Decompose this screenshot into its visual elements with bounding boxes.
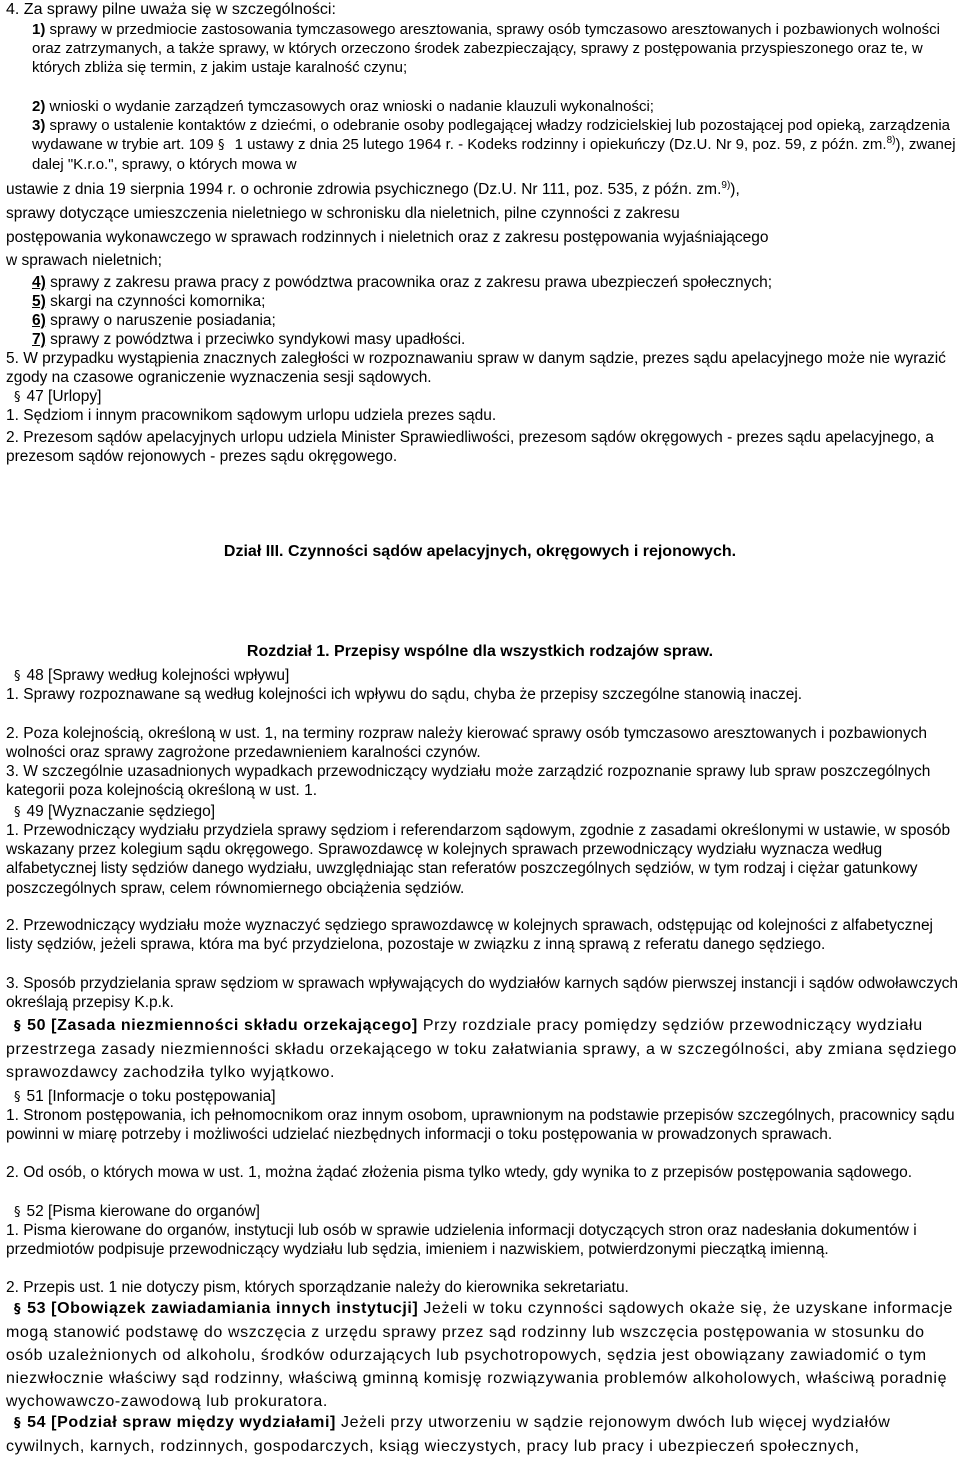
item-text: sprawy o naruszenie posiadania; bbox=[45, 312, 276, 329]
item-text: sprawy o ustalenie kontaktów z dziećmi, o odebranie osoby podlegającej władzy rodzicielskiej lub pozostającej pod opieką, zarządzenia wydawane w trybie art. 109 bbox=[32, 117, 951, 154]
list-item-4 bbox=[6, 273, 960, 292]
item-text: ), zwanej dalej "K.r.o.", sprawy, o których mowa w bbox=[32, 136, 956, 174]
section-title: 53 [Obowiązek zawiadamiania innych instytucji] bbox=[27, 1300, 419, 1317]
section-53-title bbox=[6, 1300, 418, 1317]
section-sign: § bbox=[14, 669, 21, 684]
list-item-2 bbox=[6, 97, 958, 116]
item-text: sprawy z zakresu prawa pracy z powództwa pracownika oraz z zakresu prawa ubezpieczeń społecznych; bbox=[45, 274, 773, 291]
footnote-ref: 8) bbox=[886, 135, 896, 147]
section-text: Jeżeli w toku czynności sądowych okaże się, że uzyskane informacje mogą stanowić podstawę do wszczęcia z urzędu sprawy przez sąd rodzinny lub wszczęcia postępowania w stosunku do osób uzależnionych od alkoholu, środków odurzających lub psychotropowych, sędzia jest obowiązany zawiadomić o tym niezwłocznie właściwy sąd rodzinny, właściwą gminną komisję rozwiązywania problemów alkoholowych, właściwą poradnię wychowawczo-zawodową lub prokuratora. bbox=[6, 1300, 954, 1410]
section-text: Jeżeli przy utworzeniu w sądzie rejonowym dwóch lub więcej wydziałów cywilnych, karnych, rodzinnych, gospodarczych, ksiąg wieczystych, pracy lub pracy i ubezpieczeń społecznych, bbox=[6, 1414, 891, 1455]
item-number: 1) bbox=[32, 21, 46, 38]
section-53 bbox=[6, 1297, 958, 1413]
section-52-title bbox=[14, 1202, 960, 1222]
paragraph-5: 5. W przypadku wystąpienia znacznych zaległości w rozpoznawaniu spraw w danym sądzie, prezes sądu apelacyjnego może nie wyrazić zgody na czasowe ograniczenie wyznaczenia sesji sądowych. bbox=[6, 350, 946, 387]
section-51-ust-2: 2. Od osób, o których mowa w ust. 1, można żądać złożenia pisma tylko wtedy, gdy wynika to z przepisów postępowania sądowego. bbox=[6, 1164, 913, 1181]
list-item-7 bbox=[6, 330, 960, 349]
dzial-heading: Dział III. Czynności sądów apelacyjnych, okręgowych i rejonowych. bbox=[223, 543, 737, 560]
item-3-line-3: sprawy dotyczące umieszczenia nieletniego w schronisku dla nieletnich, pilne czynności z zakresu bbox=[6, 205, 680, 222]
section-51-title bbox=[14, 1087, 960, 1107]
section-54 bbox=[6, 1411, 958, 1458]
item-number: 5) bbox=[32, 293, 46, 310]
section-sign: § bbox=[14, 1416, 22, 1431]
section-49-ust-2: 2. Przewodniczący wydziału może wyznaczyć sędziego sprawozdawcę w kolejnych sprawach, odstępując od kolejności z alfabetycznej listy sędziów, jeżeli sprawa, która ma być przydzielona, pozostaje w związku z inną sprawą z referatu danego sędziego. bbox=[6, 917, 934, 954]
section-52-ust-1: 1. Pisma kierowane do organów, instytucji lub osób w sprawie udzielenia informacji dotyczących stron oraz nadesłania dokumentów i przedmiotów podpisuje przewodniczący wydziału lub sędzia, imieniem i nazwiskiem, potwierdzonymi pieczątką imienną. bbox=[6, 1222, 917, 1259]
list-item-5 bbox=[6, 292, 960, 311]
item-number: 7) bbox=[32, 331, 46, 348]
section-title: 48 [Sprawy według kolejności wpływu] bbox=[26, 667, 290, 684]
section-title: 50 [Zasada niezmienności składu orzekającego] bbox=[27, 1017, 418, 1034]
section-title: 47 [Urlopy] bbox=[26, 388, 102, 405]
section-sign: § bbox=[14, 1302, 22, 1317]
section-sign: § bbox=[14, 1205, 21, 1220]
item-text: 1 ustawy z dnia 25 lutego 1964 r. - Kodeks rodzinny i opiekuńczy (Dz.U. Nr 9, poz. 59, z późn. zm. bbox=[230, 136, 887, 154]
item-3-line-2 bbox=[6, 180, 958, 199]
section-sign: § bbox=[14, 390, 21, 405]
footnote-ref: 9) bbox=[721, 179, 731, 191]
paragraph-4 bbox=[6, 0, 958, 19]
section-text: Przy rozdziale pracy pomiędzy sędziów przewodniczący wydziału przestrzega zasady niezmienności składu orzekającego w toku załatwiania sprawy, a w szczególności, aby zmiana sędziego sprawozdawcy zachodziła tylko wyjątkowo. bbox=[6, 1017, 957, 1081]
section-title: 54 [Podział spraw między wydziałami] bbox=[27, 1414, 336, 1431]
item-number: 3) bbox=[32, 117, 46, 134]
item-3-line-5: w sprawach nieletnich; bbox=[6, 252, 162, 269]
section-52-ust-2: 2. Przepis ust. 1 nie dotyczy pism, których sporządzanie należy do kierownika sekretariatu. bbox=[6, 1279, 629, 1296]
item-3-line-4: postępowania wykonawczego w sprawach rodzinnych i nieletnich oraz z zakresu postępowania wyjaśniającego bbox=[6, 229, 769, 246]
section-title: 52 [Pisma kierowane do organów] bbox=[26, 1203, 260, 1220]
section-sign: § bbox=[14, 1019, 22, 1034]
item-text: wnioski o wydanie zarządzeń tymczasowych oraz wnioski o nadanie klauzuli wykonalności; bbox=[45, 98, 654, 115]
section-47-ust-2: 2. Prezesom sądów apelacyjnych urlopu udziela Minister Sprawiedliwości, prezesom sądów okręgowych - prezes sądu apelacyjnego, a prezesom sądów rejonowych - prezes sądu okręgowego. bbox=[6, 429, 934, 466]
section-sign: § bbox=[14, 805, 21, 820]
section-49-ust-1: 1. Przewodniczący wydziału przydziela sprawy sędziom i referendarzom sądowym, zgodnie z zasadami określonymi w ustawie, w sposób wskazany przez kolegium sądu okręgowego. Sprawozdawcę w kolejnych sprawach przewodniczący wydziału wyznacza według alfabetycznej listy sędziów danego wydziału, uwzględniając stan referatów poszczególnych sędziów, w tym rodzaj i ciężar gatunkowy poszczególnych spraw, celem równomiernego obciążenia sędziów. bbox=[6, 822, 951, 897]
section-47-title bbox=[14, 387, 960, 407]
section-50 bbox=[6, 1014, 958, 1084]
section-48-title bbox=[14, 666, 960, 686]
list-item-3 bbox=[6, 116, 958, 175]
section-54-title bbox=[6, 1414, 336, 1431]
section-50-title bbox=[6, 1017, 418, 1034]
paragraph-4-intro: 4. Za sprawy pilne uważa się w szczególności: bbox=[6, 1, 336, 18]
section-48-ust-2: 2. Poza kolejnością, określoną w ust. 1, na terminy rozpraw należy kierować sprawy osób tymczasowo aresztowanych i pozbawionych wolności oraz sprawy zagrożone przedawnieniem karalności czynów. bbox=[6, 725, 927, 762]
item-number: 2) bbox=[32, 98, 46, 115]
section-title: 51 [Informacje o toku postępowania] bbox=[26, 1088, 276, 1105]
list-item-6 bbox=[6, 311, 960, 330]
section-49-ust-3: 3. Sposób przydzielania spraw sędziom w sprawach wpływających do wydziałów karnych sądów pierwszej instancji i sądów odwoławczych określają przepisy K.p.k. bbox=[6, 975, 958, 1012]
item-text: skargi na czynności komornika; bbox=[45, 293, 266, 310]
section-48-ust-3: 3. W szczególnie uzasadnionych wypadkach przewodniczący wydziału może zarządzić rozpoznanie sprawy lub spraw poszczególnych kategorii poza kolejnością określoną w ust. 1. bbox=[6, 763, 931, 800]
section-48-ust-1: 1. Sprawy rozpoznawane są według kolejności ich wpływu do sądu, chyba że przepisy szczególne stanowią inaczej. bbox=[6, 686, 803, 703]
section-sign: § bbox=[14, 1090, 21, 1105]
rozdzial-heading: Rozdział 1. Przepisy wspólne dla wszystkich rodzajów spraw. bbox=[246, 643, 714, 660]
item-number: 4) bbox=[32, 274, 46, 291]
section-sign: § bbox=[217, 138, 225, 154]
list-item-1 bbox=[6, 20, 958, 78]
section-47-ust-1: 1. Sędziom i innym pracownikom sądowym urlopu udziela prezes sądu. bbox=[6, 407, 497, 424]
item-text: ), bbox=[730, 181, 740, 198]
item-text: ustawie z dnia 19 sierpnia 1994 r. o ochronie zdrowia psychicznego (Dz.U. Nr 111, poz. 535, z późn. zm. bbox=[6, 181, 722, 198]
item-number: 6) bbox=[32, 312, 46, 329]
section-51-ust-1: 1. Stronom postępowania, ich pełnomocnikom oraz innym osobom, uprawnionym na podstawie przepisów szczególnych, pracownicy sądu powinni w miarę potrzeby i możliwości udzielać niezbędnych informacji o toku postępowania w prowadzonych sprawach. bbox=[6, 1107, 955, 1144]
item-text: sprawy z powództwa i przeciwko syndykowi masy upadłości. bbox=[45, 331, 466, 348]
item-text: sprawy w przedmiocie zastosowania tymczasowego aresztowania, sprawy osób tymczasowo aresztowanych i pozbawionych wolności oraz zatrzymanych, a także sprawy, w których orzeczono środek zabezpieczający, sprawy z postępowania przyspieszonego oraz te, w których zbliża się termin, z jakim ustaje karalność czynu; bbox=[32, 21, 940, 77]
section-49-title bbox=[14, 802, 960, 822]
section-title: 49 [Wyznaczanie sędziego] bbox=[26, 803, 216, 820]
